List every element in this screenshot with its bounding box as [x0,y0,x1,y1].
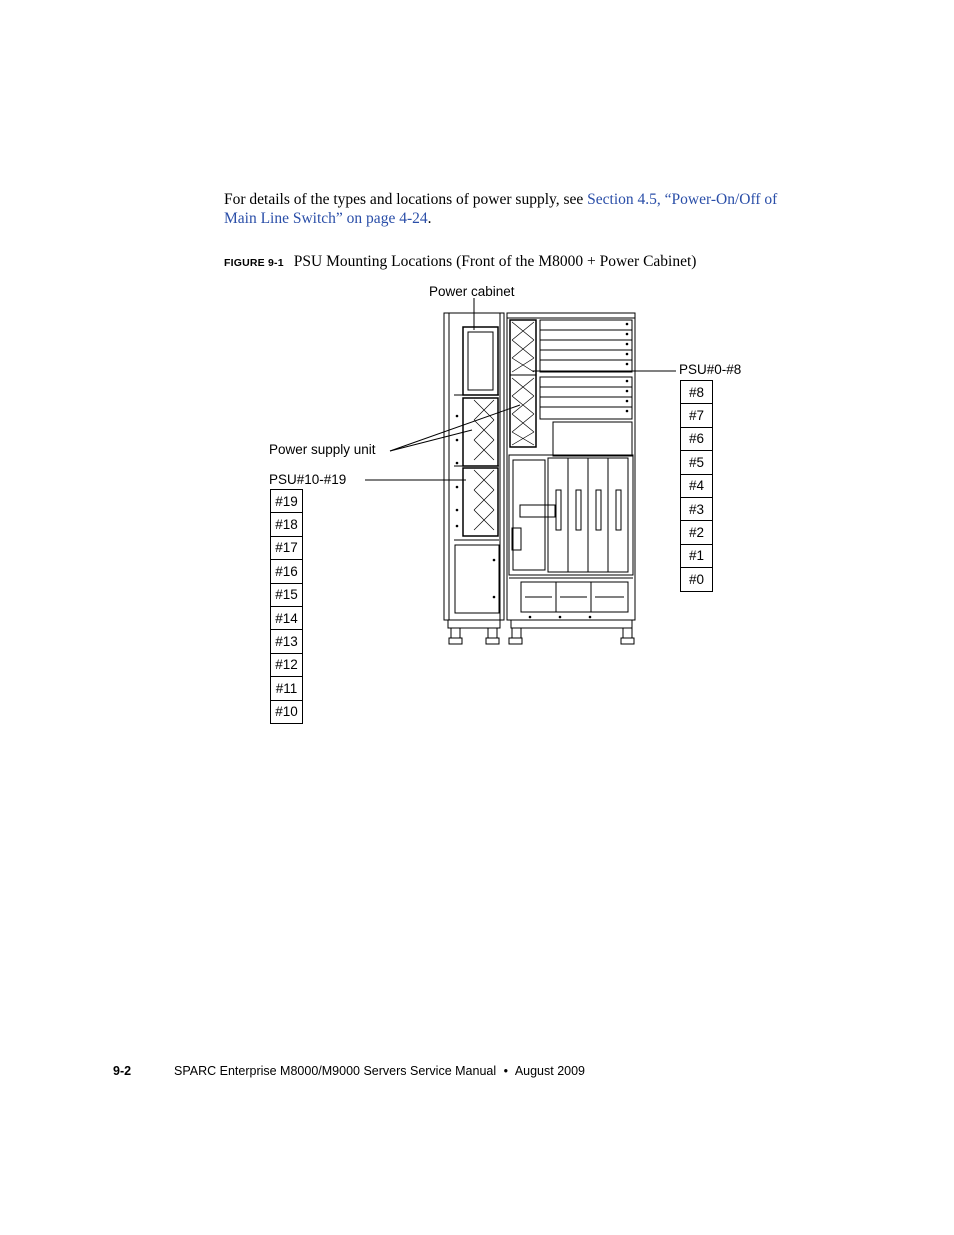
slot-cell: #11 [270,676,303,700]
intro-end: . [427,210,432,227]
slot-cell: #18 [270,512,303,536]
callout-power-supply-unit: Power supply unit [269,442,376,457]
slot-cell: #3 [680,497,713,521]
slot-cell: #10 [270,700,303,724]
slot-cell: #8 [680,380,713,404]
slot-cell: #6 [680,427,713,451]
slot-cell: #13 [270,629,303,653]
main-cabinet-outline [507,313,635,620]
slot-cell: #1 [680,544,713,568]
footer-date: August 2009 [514,1064,586,1078]
figure-title: PSU Mounting Locations (Front of the M8000 + Power Cabinet) [293,253,697,270]
callout-psu-right-group: PSU#0-#8 [679,362,742,377]
slot-cell: #17 [270,536,303,560]
slot-cell: #14 [270,606,303,630]
footer-page-number: 9-2 [113,1064,132,1078]
figure-label: FIGURE 9-1 [224,257,284,269]
slot-cell: #19 [270,489,303,513]
slot-cell: #4 [680,474,713,498]
footer-doc-info [174,1064,585,1078]
right-slot-list [680,381,713,592]
slot-cell: #2 [680,520,713,544]
section-link[interactable]: Section 4.5, “Power-On/Off of Main Line Switch” on page 4-24 [224,191,778,227]
footer-bullet: • [503,1064,509,1078]
slot-cell: #16 [270,559,303,583]
left-slot-list [270,490,303,724]
slot-cell: #7 [680,403,713,427]
callout-psu-left-group: PSU#10-#19 [269,472,347,487]
callout-power-cabinet: Power cabinet [429,284,515,299]
footer-doc-title: SPARC Enterprise M8000/M9000 Servers Service Manual [174,1064,497,1078]
slot-cell: #5 [680,450,713,474]
leader-psu-b [390,430,472,451]
slot-cell: #0 [680,567,713,591]
slot-cell: #12 [270,653,303,677]
slot-cell: #15 [270,583,303,607]
intro-text: For details of the types and locations of power supply, see [224,191,588,208]
